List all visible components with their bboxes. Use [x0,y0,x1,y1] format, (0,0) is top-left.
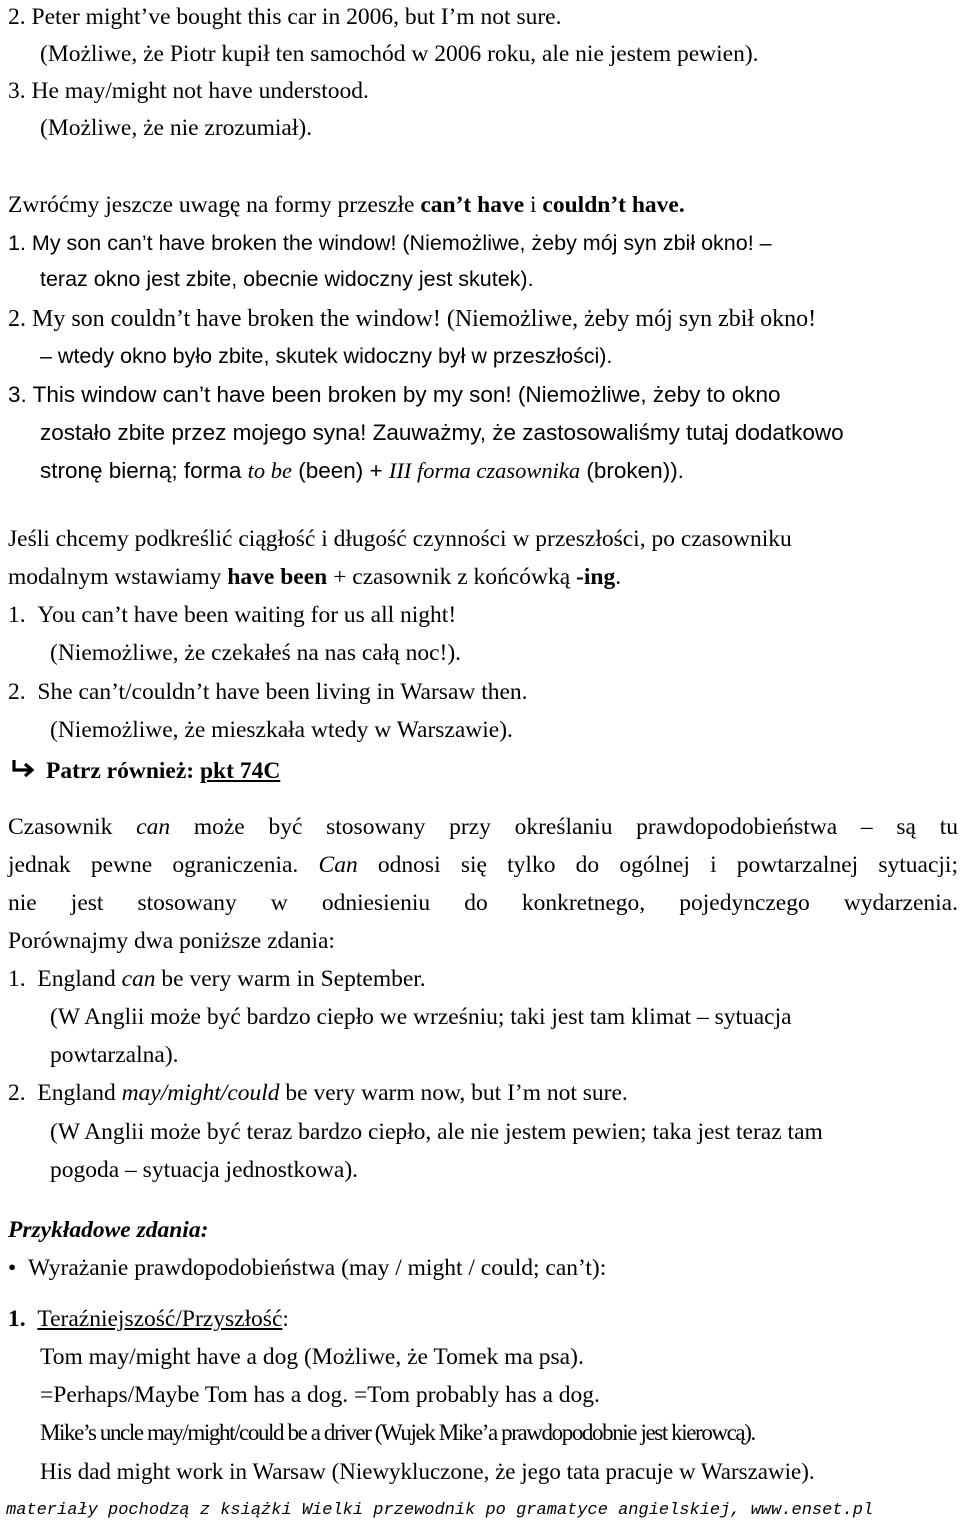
translation-line: (Możliwe, że nie zrozumiał). [40,115,313,141]
example-text: She can’t/couldn’t have been living in Warsaw then. [37,679,528,705]
example-text: He may/might not have understood. [31,78,369,104]
text-run: (broken)). [580,458,684,483]
see-also-link[interactable]: pkt 74C [199,758,281,784]
translation-line: (Niemożliwe, że czekałeś na nas całą noc!). [50,640,462,666]
example-line [8,304,816,334]
example-sentence: His dad might work in Warsaw (Niewykluczone, że jego tata pracuje w Warszawie). [40,1459,815,1484]
text-run: + czasownik z końcówką [327,564,577,590]
bullet-line [8,1253,606,1283]
text-run: jednak pewne ograniczenia. [8,852,319,878]
source-footer: materiały pochodzą z książki Wielki przewodnik po gramatyce angielskiej, www.enset.pl [6,1501,874,1520]
example-sentence: Mike’s uncle may/might/could be a driver (Wujek Mike’a prawdopodobnie jest kierowcą). [40,1420,755,1445]
item-number: 2. [8,1080,26,1106]
example-line [8,76,369,106]
text-run: i [524,192,543,218]
translation-line: (Możliwe, że Piotr kupił ten samochód w 2006 roku, ale nie jestem pewien). [40,41,759,67]
item-number: 1. [8,602,26,628]
text-run: England [37,966,122,992]
item-number: 3. [8,78,26,104]
item-number: 3. [8,382,27,407]
translation-line: pogoda – sytuacja jednostkowa). [50,1157,359,1183]
italic-term: III forma czasownika [388,458,581,483]
bold-term: couldn’t have. [542,192,685,218]
example-continuation [40,456,684,486]
arrow-right-icon [10,757,36,783]
see-also-line [10,756,280,786]
italic-term: to be [247,458,292,483]
item-number: 2. [8,306,26,332]
translation-line: (Niemożliwe, że mieszkała wtedy w Warszawie). [50,717,513,743]
text-run: : [282,1306,289,1332]
translation-line: powtarzalna). [50,1042,179,1068]
example-line [8,964,426,994]
bold-term: can’t have [420,192,525,218]
example-line [8,380,781,410]
bullet-icon: • [8,1255,17,1281]
text-run: Czasownik [8,814,137,840]
see-also-label: Patrz również: [46,758,195,784]
paragraph-line [8,562,621,592]
subheading-text: Teraźniejszość/Przyszłość [37,1306,283,1332]
item-number: 1. [8,231,26,255]
example-continuation: zostało zbite przez mojego syna! Zauważmy, że zastosowaliśmy tutaj dodatkowo [40,420,844,445]
example-text: You can’t have been waiting for us all night! [37,602,457,628]
example-line [8,677,528,707]
text-run: stronę bierną; forma [40,458,248,483]
paragraph-line [8,812,958,842]
example-text: Peter might’ve bought this car in 2006, but I’m not sure. [31,4,562,30]
text-run: modalnym wstawiamy [8,564,228,590]
italic-term: may/might/could [121,1080,280,1106]
paragraph-line: nie jest stosowany w odniesieniu do konkretnego, pojedynczego wydarzenia. [8,890,958,916]
italic-term: can [136,814,171,840]
example-continuation: teraz okno jest zbite, obecnie widoczny jest skutek). [40,267,534,291]
item-number: 1. [8,1306,26,1332]
item-number: 1. [8,966,26,992]
text-run: be very warm in September. [155,966,426,992]
italic-term: Can [318,852,358,878]
example-sentence: Tom may/might have a dog (Możliwe, że Tomek ma psa). [40,1344,584,1370]
text-run: . [615,564,622,590]
example-line [8,2,561,32]
translation-line: (W Anglii może być bardzo ciepło we wrześniu; taki jest tam klimat – sytuacja [50,1004,792,1030]
bold-term: -ing [576,564,616,590]
text-run: England [37,1080,122,1106]
example-text: My son couldn’t have broken the window! (Niemożliwe, żeby mój syn zbił okno! [32,306,817,332]
example-line [8,1078,628,1108]
text-run: be very warm now, but I’m not sure. [279,1080,628,1106]
example-sentence: =Perhaps/Maybe Tom has a dog. =Tom probably has a dog. [40,1382,600,1408]
bullet-text: Wyrażanie prawdopodobieństwa (may / might / could; can’t): [27,1255,607,1281]
example-text: My son can’t have broken the window! (Niemożliwe, żeby mój syn zbił okno! – [31,231,772,255]
text-run: Zwróćmy jeszcze uwagę na formy przeszłe [8,192,421,218]
text-run: (been) + [291,458,389,483]
example-line [8,228,772,258]
item-number: 2. [8,679,26,705]
item-number: 2. [8,4,26,30]
example-continuation: – wtedy okno było zbite, skutek widoczny był w przeszłości). [40,344,613,368]
example-text: This window can’t have been broken by my son! (Niemożliwe, żeby to okno [32,382,781,407]
section-heading: Przykładowe zdania: [8,1217,209,1243]
paragraph-line [8,850,958,880]
text-run: odnosi się tylko do ogólnej i powtarzalnej sytuacji; [357,852,958,878]
subheading-line [8,1304,289,1334]
bold-term: have been [227,564,328,590]
italic-term: can [121,966,156,992]
translation-line: (W Anglii może być teraz bardzo ciepło, ale nie jestem pewien; taka jest teraz tam [50,1119,823,1145]
text-run: może być stosowany przy określaniu prawdopodobieństwa – są tu [170,814,958,840]
paragraph-line [8,190,685,220]
paragraph-line: Jeśli chcemy podkreślić ciągłość i długość czynności w przeszłości, po czasowniku [8,526,792,552]
example-line [8,600,456,630]
paragraph-line: Porównajmy dwa poniższe zdania: [8,928,335,954]
